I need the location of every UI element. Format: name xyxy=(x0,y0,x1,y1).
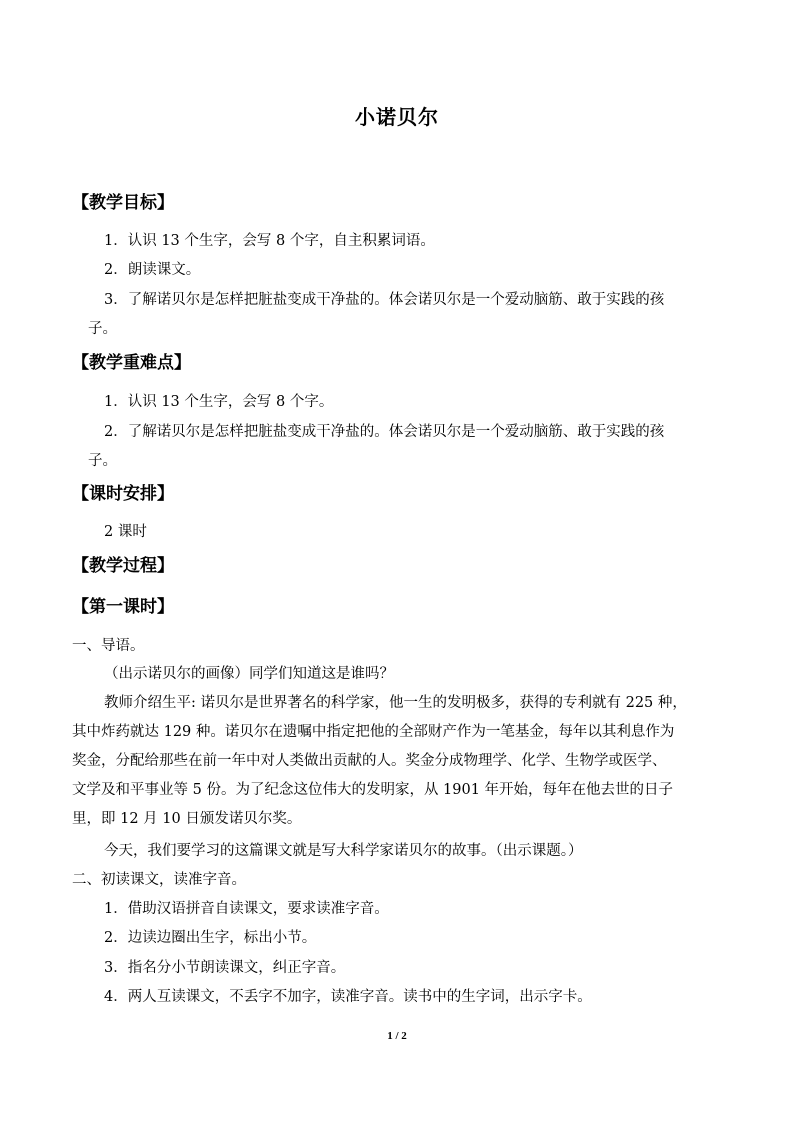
key-point-item-1: 1．认识 13 个生字，会写 8 个字。 xyxy=(104,394,334,410)
part1-line-2: 教师介绍生平: 诺贝尔是世界著名的科学家，他一生的发明极多，获得的专利就有 225 种， xyxy=(104,695,687,711)
part1-line-5: 文学及和平事业等 5 份。为了纪念这位伟大的发明家，从 1901 年开始，每年在他去世的日子 xyxy=(72,782,674,798)
objective-item-2: 2．朗读课文。 xyxy=(104,262,201,278)
part2-title: 二、初读课文，读准字音。 xyxy=(72,872,246,888)
part2-item-4: 4．两人互读课文，不丢字不加字，读准字音。读书中的生字词，出示字卡。 xyxy=(104,989,592,1005)
part1-line-6: 里，即 12 月 10 日颁发诺贝尔奖。 xyxy=(72,811,302,827)
part1-title: 一、导语。 xyxy=(72,638,145,654)
heading-schedule: 【课时安排】 xyxy=(72,484,174,504)
schedule-text: 2 课时 xyxy=(104,524,147,540)
part1-line-3: 其中炸药就达 129 种。诺贝尔在遗嘱中指定把他的全部财产作为一笔基金，每年以其利息作为 xyxy=(72,724,675,740)
part1-line-4: 奖金，分配给那些在前一年中对人类做出贡献的人。奖金分成物理学、化学、生物学或医学、 xyxy=(72,753,667,769)
part2-item-3: 3．指名分小节朗读课文，纠正字音。 xyxy=(104,960,346,976)
heading-objectives: 【教学目标】 xyxy=(72,193,174,213)
part1-line-7: 今天，我们要学习的这篇课文就是写大科学家诺贝尔的故事。（出示课题。） xyxy=(104,843,583,859)
page-number: 1 / 2 xyxy=(387,1030,407,1042)
objective-item-3: 3．了解诺贝尔是怎样把脏盐变成干净盐的。体会诺贝尔是一个爱动脑筋、敢于实践的孩 xyxy=(104,292,665,308)
heading-process: 【教学过程】 xyxy=(72,556,174,576)
objective-item-3-continued: 子。 xyxy=(88,321,117,337)
heading-first-lesson: 【第一课时】 xyxy=(72,597,174,617)
key-point-item-2-continued: 子。 xyxy=(88,453,117,469)
heading-key-points: 【教学重难点】 xyxy=(72,353,191,373)
document-title: 小诺贝尔 xyxy=(355,105,439,129)
part1-line-1: （出示诺贝尔的画像）同学们知道这是谁吗？ xyxy=(104,666,394,682)
key-point-item-2: 2．了解诺贝尔是怎样把脏盐变成干净盐的。体会诺贝尔是一个爱动脑筋、敢于实践的孩 xyxy=(104,424,665,440)
part2-item-2: 2．边读边圈出生字，标出小节。 xyxy=(104,930,317,946)
part2-item-1: 1．借助汉语拼音自读课文，要求读准字音。 xyxy=(104,901,389,917)
objective-item-1: 1．认识 13 个生字，会写 8 个字，自主积累词语。 xyxy=(104,233,435,249)
